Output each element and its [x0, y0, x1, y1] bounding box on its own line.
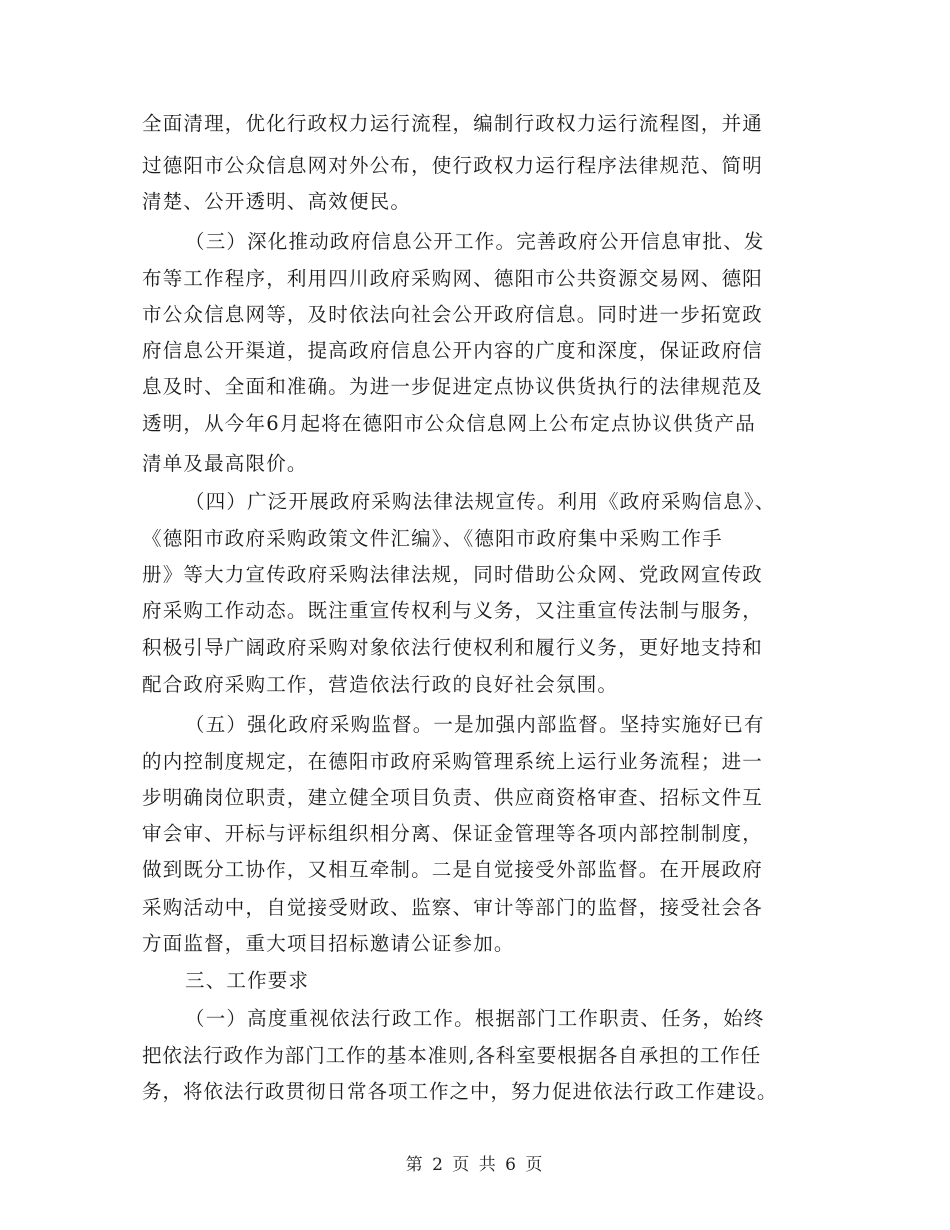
- paragraph-start-line: （五）强化政府采购监督。一是加强内部监督。坚持实施好已有: [185, 713, 765, 736]
- text-line: 清单及最高限价。: [142, 452, 308, 475]
- text-line: 把依法行政作为部门工作的基本准则,各科室要根据各自承担的工作任: [142, 1044, 762, 1067]
- text-line: 市公众信息网等，及时依法向社会公开政府信息。同时进一步拓宽政: [142, 303, 764, 326]
- text-line: 册》等大力宣传政府采购法律法规，同时借助公众网、党政网宣传政: [142, 563, 764, 586]
- paragraph-start-line: （一）高度重视依法行政工作。根据部门工作职责、任务，始终: [185, 1007, 765, 1030]
- paragraph-start-line: （三）深化推动政府信息公开工作。完善政府公开信息审批、发: [185, 230, 765, 253]
- text-line: 府采购工作动态。既注重宣传权利与义务，又注重宣传法制与服务，: [142, 599, 764, 622]
- text-line: 步明确岗位职责，建立健全项目负责、供应商资格审查、招标文件互: [142, 786, 764, 809]
- text-line: 方面监督，重大项目招标邀请公证参加。: [142, 932, 515, 955]
- text-line: 审会审、开标与评标组织相分离、保证金管理等各项内部控制制度，: [142, 822, 764, 845]
- text-line: 透明，从今年6月起将在德阳市公众信息网上公布定点协议供货产品: [142, 412, 756, 435]
- paragraph-start-line: （四）广泛开展政府采购法律法规宣传。利用《政府采购信息》、: [185, 490, 776, 513]
- page-number-footer: 第 2 页 共 6 页: [405, 1155, 545, 1175]
- text-line: 布等工作程序，利用四川政府采购网、德阳市公共资源交易网、德阳: [142, 267, 764, 290]
- text-line: 府信息公开渠道，提高政府信息公开内容的广度和深度，保证政府信: [142, 339, 764, 362]
- text-line: 全面清理，优化行政权力运行流程，编制行政权力运行流程图，并通: [142, 112, 764, 135]
- text-line: 务，将依法行政贯彻日常各项工作之中，努力促进依法行政工作建设。: [142, 1080, 778, 1103]
- text-line: 清楚、公开透明、高效便民。: [142, 190, 412, 213]
- text-line: 息及时、全面和准确。为进一步促进定点协议供货执行的法律规范及: [142, 375, 764, 398]
- section-heading: 三、工作要求: [185, 969, 310, 992]
- text-line: 积极引导广阔政府采购对象依法行使权利和履行义务，更好地支持和: [142, 636, 764, 659]
- text-line: 做到既分工协作，又相互牵制。二是自觉接受外部监督。在开展政府: [142, 858, 764, 881]
- text-line: 配合政府采购工作，营造依法行政的良好社会氛围。: [142, 673, 619, 696]
- text-line: 采购活动中，自觉接受财政、监察、审计等部门的监督，接受社会各: [142, 896, 764, 919]
- text-line: 《德阳市政府采购政策文件汇编》、《德阳市政府集中采购工作手: [142, 527, 723, 550]
- text-line: 的内控制度规定，在德阳市政府采购管理系统上运行业务流程；进一: [142, 750, 764, 773]
- text-line: 过德阳市公众信息网对外公布，使行政权力运行程序法律规范、简明: [142, 154, 764, 177]
